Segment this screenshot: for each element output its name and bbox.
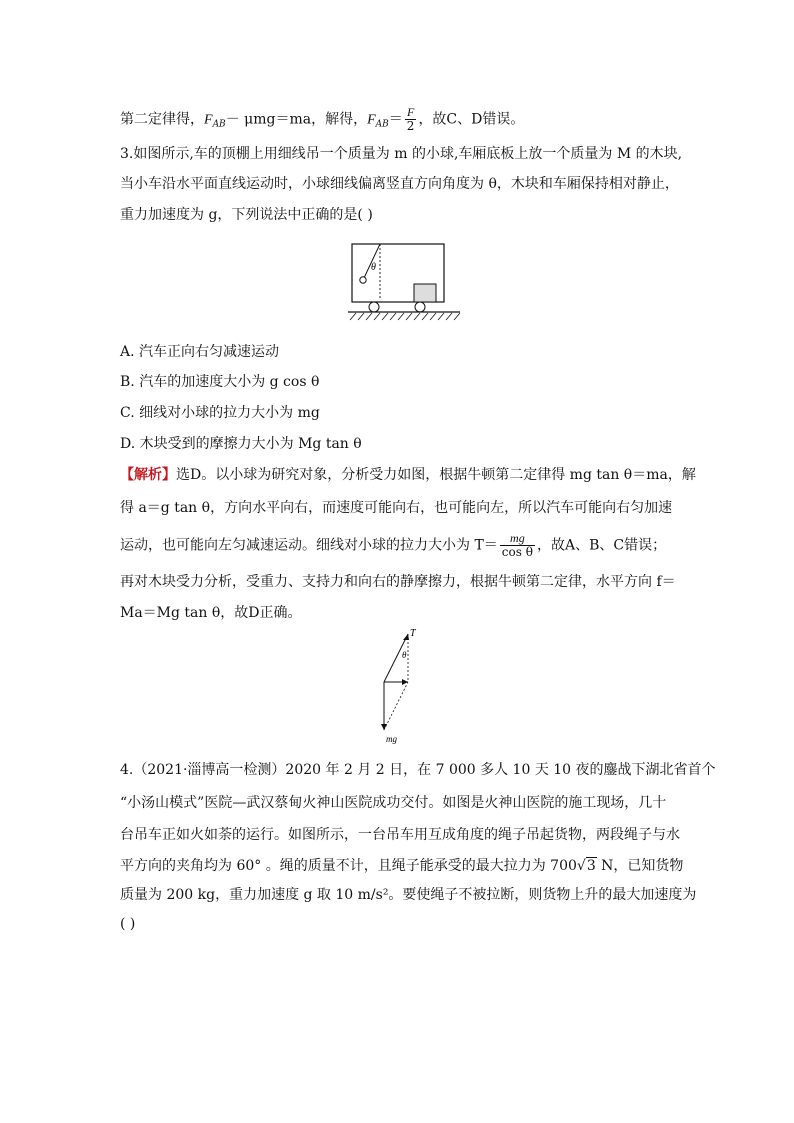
tension-fraction [500, 532, 535, 559]
eq2-lhs: F [367, 112, 376, 128]
eq1-lhs: F [204, 112, 213, 128]
q4-line-5: 质量为 200 kg，重力加速度 g 取 10 m/s²。要使绳子不被拉断，则货物上升的最大加速度为 [120, 887, 697, 903]
wooden-block [414, 284, 436, 302]
analysis-text-3-pre: 运动，也可能向左匀减速运动。细线对小球的拉力大小为 T＝ [120, 537, 498, 554]
pendulum-ball [360, 277, 366, 283]
resultant-arrowhead [402, 679, 408, 685]
q4-line-4 [120, 856, 684, 876]
tension-denominator: cos θ [501, 545, 533, 559]
option-b: B. 汽车的加速度大小为 g cos θ [120, 374, 320, 390]
sqrt-radicand: 3 [586, 858, 596, 874]
q4-line-6: ( ) [120, 916, 136, 932]
q3-stem-line-2: 当小车沿水平面直线运动时，小球细线偏离竖直方向角度为 θ，木块和车厢保持相对静止， [120, 176, 679, 192]
force-theta-label: θ [402, 650, 407, 660]
analysis-line-4: 再对木块受力分析，受重力、支持力和向右的静摩擦力，根据牛顿第二定律，水平方向 f＝ [120, 574, 676, 590]
analysis-tag: 【解析】 [120, 467, 176, 483]
q3-stem-line-1: 3.如图所示,车的顶棚上用细线吊一个质量为 m 的小球,车厢底板上放一个质量为 M 的木块, [120, 146, 683, 162]
q4-line-4-pre: 平方向的夹角均为 60° 。绳的质量不计，且绳子能承受的最大拉力为 700 [120, 858, 577, 874]
cart-figure [346, 240, 462, 324]
sqrt-3: √3 [576, 858, 596, 874]
eq2-eq: ＝ [388, 111, 403, 128]
gravity-arrowhead [381, 724, 387, 730]
eq1-sub: AB [212, 119, 226, 130]
force-t-label: T [410, 628, 416, 639]
eq1-rest: － μmg＝ma，解得， [225, 111, 368, 128]
analysis-line-2: 得 a＝g tan θ，方向水平向右，而速度可能向右，也可能向左，所以汽车可能向右匀加速 [120, 500, 673, 516]
ground-hatching [350, 313, 460, 320]
q4-line-1: 4.（2021·淄博高一检测）2020 年 2 月 2 日，在 7 000 多人 10 天 10 夜的鏖战下湖北省首个 [120, 762, 716, 778]
diagonal-dashed [384, 682, 408, 730]
q4-line-3: 台吊车正如火如荼的运行。如图所示，一台吊车用互成角度的绳子吊起货物，两段绳子与水 [120, 827, 680, 843]
option-c: C. 细线对小球的拉力大小为 mg [120, 405, 320, 421]
force-mg-label: mg [386, 734, 397, 744]
fraction-numerator: F [405, 106, 417, 120]
q4-line-2: “小汤山模式”医院—武汉蔡甸火神山医院成功交付。如图是火神山医院的施工现场，几十 [120, 795, 667, 811]
fraction-f-over-2 [405, 106, 417, 133]
continuation-prefix: 第二定律得， [120, 111, 204, 128]
force-diagram [372, 626, 442, 746]
analysis-text-1: 选D。以小球为研究对象，分析受力如图，根据牛顿第二定律得 mg tan θ＝ma，解 [176, 467, 696, 483]
eq2-sub: AB [375, 119, 389, 130]
analysis-text-3-post: ，故A、B、C错误； [536, 537, 667, 554]
q3-stem-line-3: 重力加速度为 g，下列说法中正确的是( ) [120, 207, 373, 223]
fraction-denominator: 2 [406, 119, 415, 133]
continuation-suffix: ，故C、D错误。 [418, 111, 525, 128]
left-wheel [369, 302, 379, 312]
theta-label: θ [371, 262, 376, 273]
tension-numerator: mg [500, 532, 535, 546]
right-wheel [415, 302, 425, 312]
option-d: D. 木块受到的摩擦力大小为 Mg tan θ [120, 436, 362, 452]
analysis-line-1 [120, 465, 696, 485]
analysis-line-3 [120, 532, 680, 559]
q4-line-4-post: N，已知货物 [596, 858, 684, 874]
analysis-line-5: Ma＝Mg tan θ，故D正确。 [120, 605, 302, 621]
continuation-line [120, 106, 680, 135]
option-a: A. 汽车正向右匀减速运动 [120, 344, 280, 360]
